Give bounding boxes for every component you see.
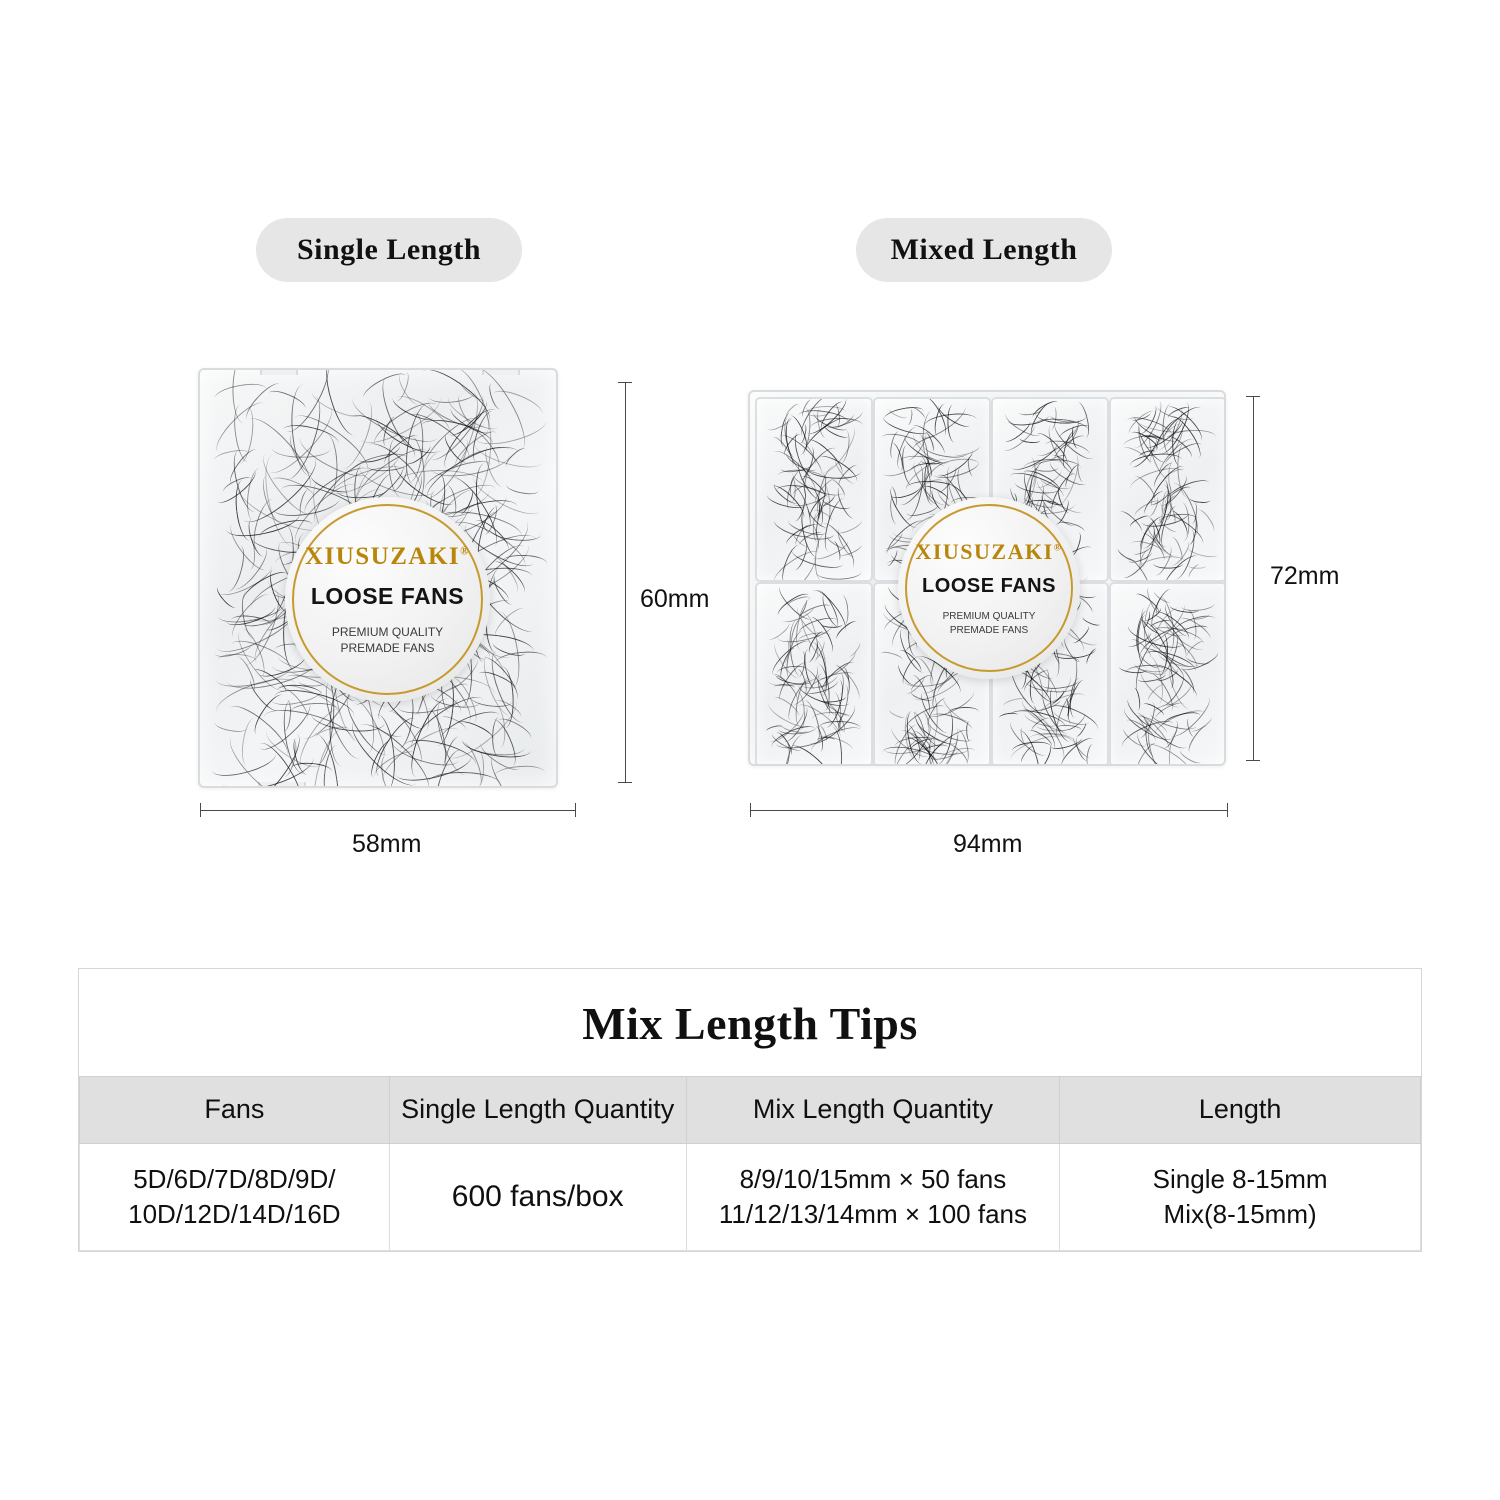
brand-sticker-single — [285, 497, 490, 702]
cell-length — [1060, 1143, 1421, 1250]
dimension-cap-mixed-width-right — [1227, 803, 1228, 817]
cell-fans-line1: 5D/6D/7D/8D/9D/ — [133, 1163, 336, 1194]
lash-fans-texture — [757, 399, 871, 580]
dimension-cap-single-width-right — [575, 803, 576, 817]
cell-length-line2: Mix(8-15mm) — [1163, 1198, 1317, 1229]
lash-compartment — [755, 582, 873, 764]
trademark-symbol: ® — [1053, 542, 1063, 554]
cell-mix-quantity-line2: 11/12/13/14mm × 100 fans — [718, 1198, 1027, 1229]
table-header-mix-length-quantity: Mix Length Quantity — [686, 1077, 1060, 1144]
sticker-subtitle-line2: PREMADE FANS — [949, 624, 1029, 636]
cell-mix-quantity-line1: 8/9/10/15mm × 50 fans — [739, 1163, 1007, 1194]
product-name: LOOSE FANS — [922, 575, 1056, 597]
sticker-subtitle-line1: PREMIUM QUALITY — [331, 624, 444, 639]
table-title: Mix Length Tips — [582, 998, 918, 1049]
dimension-line-mixed-width — [750, 810, 1228, 811]
lash-fans-texture — [1111, 584, 1224, 764]
badge-mixed-length-label: Mixed Length — [890, 233, 1078, 266]
dimension-cap-single-height-bottom — [618, 782, 632, 783]
cell-fans — [80, 1143, 390, 1250]
specs-table — [79, 1076, 1421, 1251]
dimension-label-mixed-height: 72mm — [1270, 562, 1340, 590]
dimension-label-single-width: 58mm — [352, 830, 422, 858]
sticker-subtitle — [332, 624, 443, 656]
dimension-label-single-height: 60mm — [640, 585, 710, 613]
trademark-symbol: ® — [460, 545, 471, 558]
badge-mixed-length — [856, 218, 1112, 282]
lash-compartment — [1109, 397, 1224, 582]
table-header-length: Length — [1060, 1077, 1421, 1144]
product-name: LOOSE FANS — [310, 582, 465, 609]
lash-fans-texture — [1111, 399, 1224, 580]
table-header-row — [80, 1077, 1421, 1144]
table-header-fans: Fans — [80, 1077, 390, 1144]
cell-fans-line2: 10D/12D/14D/16D — [128, 1198, 341, 1229]
dimension-cap-single-width-left — [200, 803, 201, 817]
dimension-line-single-height — [625, 382, 626, 782]
sticker-subtitle-line1: PREMIUM QUALITY — [942, 611, 1036, 622]
dimension-line-mixed-height — [1253, 396, 1254, 760]
cell-single-quantity: 600 fans/box — [389, 1143, 686, 1250]
dimension-cap-single-height-top — [618, 382, 632, 383]
lash-fans-texture — [757, 584, 871, 764]
sticker-subtitle-line2: PREMADE FANS — [340, 641, 435, 655]
lash-compartment — [755, 397, 873, 582]
sticker-subtitle — [943, 610, 1036, 637]
badge-single-length-label: Single Length — [296, 233, 482, 266]
dimension-label-mixed-width: 94mm — [953, 830, 1023, 858]
lash-compartment — [1109, 582, 1224, 764]
mix-length-tips-table — [78, 968, 1422, 1252]
dimension-cap-mixed-height-top — [1246, 396, 1260, 397]
brand-sticker-mixed — [898, 497, 1080, 679]
dimension-cap-mixed-height-bottom — [1246, 760, 1260, 761]
badge-single-length — [256, 218, 522, 282]
brand-name: XIUSUZAKI® — [304, 542, 471, 570]
cell-mix-quantity — [686, 1143, 1060, 1250]
table-row — [80, 1143, 1421, 1250]
dimension-line-single-width — [200, 810, 576, 811]
brand-name: XIUSUZAKI® — [915, 539, 1063, 564]
dimension-cap-mixed-width-left — [750, 803, 751, 817]
table-header-single-length-quantity: Single Length Quantity — [389, 1077, 686, 1144]
cell-length-line1: Single 8-15mm — [1152, 1163, 1328, 1194]
